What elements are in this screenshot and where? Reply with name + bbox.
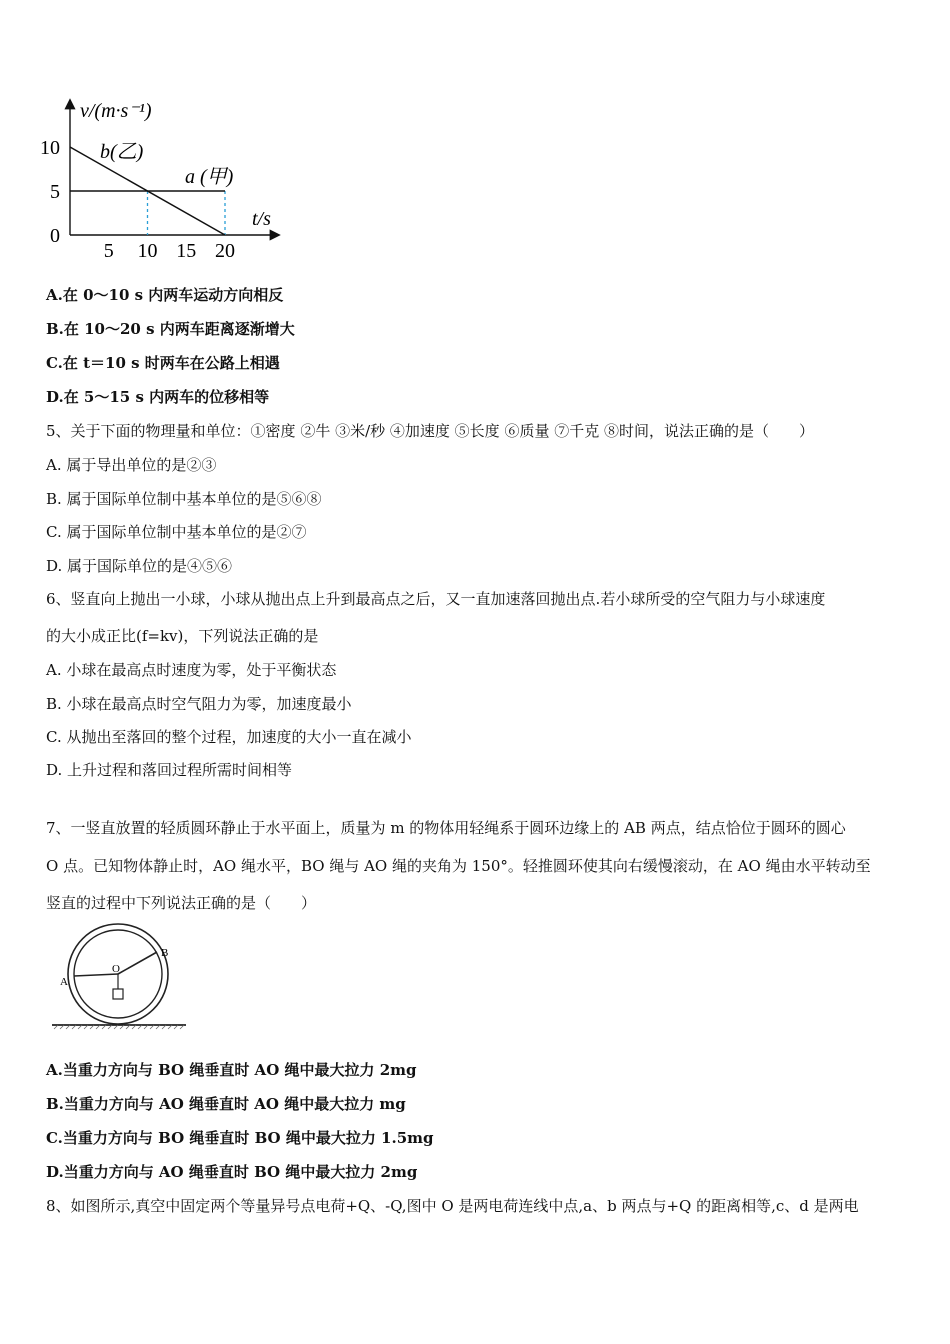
y-axis-label: v/(m·s⁻¹)	[80, 100, 152, 122]
q6-stem-line-1: 6、竖直向上抛出一小球，小球从抛出点上升到最高点之后，又一直加速落回抛出点.若小球所受的空气阻力与小球速度	[46, 590, 826, 608]
q5-option-c: C. 属于国际单位制中基本单位的是②⑦	[46, 523, 307, 541]
q5-option-a: A. 属于导出单位的是②③	[46, 456, 217, 474]
y-tick-label: 10	[40, 137, 60, 159]
x-tick-label: 20	[215, 240, 235, 262]
q4-option-a: A.在 0～10 s 内两车运动方向相反	[46, 286, 284, 304]
q6-stem-line-2: 的大小成正比(f=kv)，下列说法正确的是	[46, 627, 319, 645]
q6-option-d: D. 上升过程和落回过程所需时间相等	[46, 761, 293, 779]
x-tick-label: 10	[137, 240, 158, 262]
q7-option-a: A.当重力方向与 BO 绳垂直时 AO 绳中最大拉力 2mg	[46, 1061, 417, 1079]
q5-option-d: D. 属于国际单位的是④⑤⑥	[46, 557, 233, 575]
q4-option-b: B.在 10～20 s 内两车距离逐渐增大	[46, 320, 295, 338]
label-o: O	[112, 963, 120, 975]
rope-bo	[118, 952, 157, 974]
x-axis-label: t/s	[252, 208, 271, 230]
q4-option-c: C.在 t＝10 s 时两车在公路上相遇	[46, 354, 280, 372]
x-tick-label: 15	[176, 240, 197, 262]
series-label-b: b(乙)	[100, 141, 144, 163]
q6-option-c: C. 从抛出至落回的整个过程，加速度的大小一直在减小	[46, 728, 412, 746]
ring-figure	[50, 922, 190, 1032]
q7-stem-line-3: 竖直的过程中下列说法正确的是（ ）	[46, 894, 317, 912]
q6-option-a: A. 小球在最高点时速度为零，处于平衡状态	[46, 661, 337, 679]
y-tick-label: 0	[50, 225, 60, 247]
label-b: B	[161, 947, 169, 959]
q5-option-b: B. 属于国际单位制中基本单位的是⑤⑥⑧	[46, 490, 322, 508]
q7-option-b: B.当重力方向与 AO 绳垂直时 AO 绳中最大拉力 mg	[46, 1095, 406, 1113]
x-tick-label: 5	[103, 240, 114, 262]
q5-stem: 5、关于下面的物理量和单位：①密度 ②牛 ③米/秒 ④加速度 ⑤长度 ⑥质量 ⑦千克 ⑧时间，说法正确的是（ ）	[46, 422, 814, 440]
y-tick-label: 5	[50, 181, 60, 203]
q7-option-c: C.当重力方向与 BO 绳垂直时 BO 绳中最大拉力 1.5mg	[46, 1129, 434, 1147]
q7-option-d: D.当重力方向与 AO 绳垂直时 BO 绳中最大拉力 2mg	[46, 1163, 418, 1181]
weight-block	[113, 989, 123, 999]
label-a: A	[60, 976, 68, 988]
q6-option-b: B. 小球在最高点时空气阻力为零，加速度最小	[46, 695, 352, 713]
series-label-a: a (甲)	[185, 166, 234, 188]
q7-stem-line-2: O 点。已知物体静止时，AO 绳水平，BO 绳与 AO 绳的夹角为 150°。轻推圆环使其向右缓慢滚动，在 AO 绳由水平转动至	[46, 857, 871, 875]
q4-option-d: D.在 5～15 s 内两车的位移相等	[46, 388, 270, 406]
q7-stem-line-1: 7、一竖直放置的轻质圆环静止于水平面上，质量为 m 的物体用轻绳系于圆环边缘上的 AB 两点，结点恰位于圆环的圆心	[46, 819, 846, 837]
q8-stem-line-1: 8、如图所示,真空中固定两个等量异号点电荷+Q、-Q,图中 O 是两电荷连线中点,a、b 两点与+Q 的距离相等,c、d 是两电	[46, 1197, 859, 1215]
velocity-time-chart	[40, 95, 290, 265]
